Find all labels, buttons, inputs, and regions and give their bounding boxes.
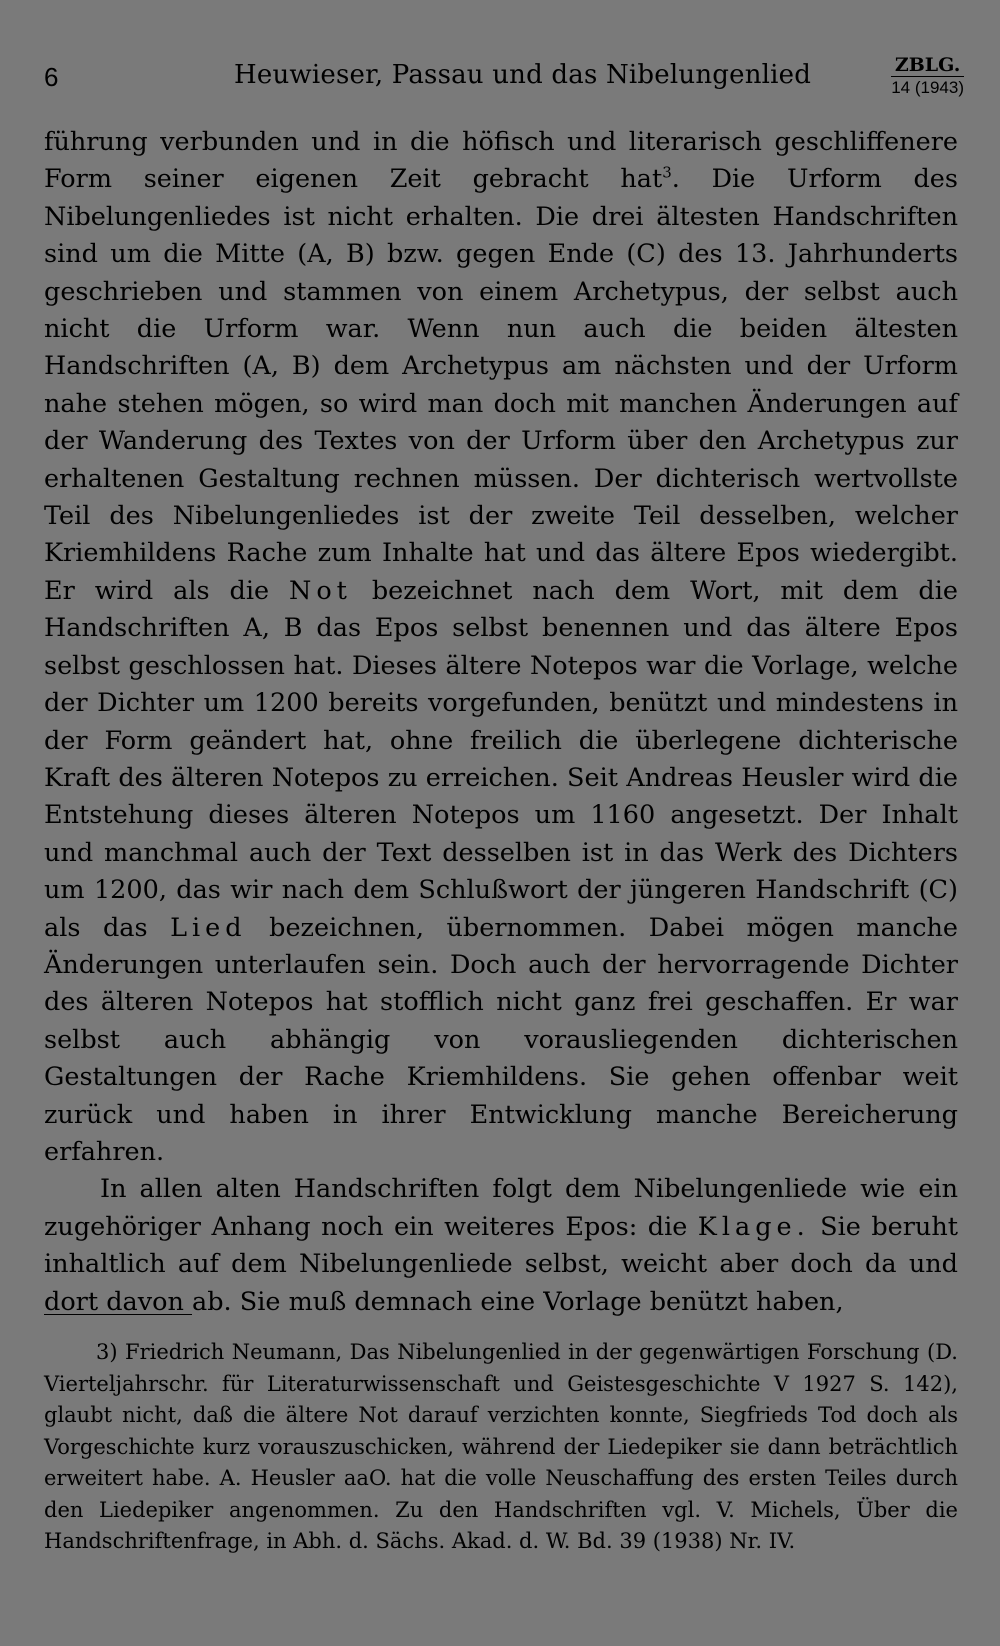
journal-volume: 14 (1943) <box>891 78 964 97</box>
journal-reference <box>891 54 964 99</box>
paragraph-text: . Die Urform des Nibelungenliedes ist nicht erhalten. Die drei ältesten Handschriften sind um die Mitte (A, B) bzw. gegen Ende (C) des 13. Jahrhunderts geschrieben und stammen von einem Archetypus, der selbst auch nicht die Urform war. Wenn nun auch die beiden ältesten Handschriften (A, B) dem Archetypus am nächsten und der Urform nahe stehen mögen, so wird man doch mit manchen Änderungen auf der Wanderung des Textes von der Urform über den Archetypus zur erhaltenen Gestaltung rechnen müssen. Der dichterisch wertvollste Teil des Nibelungenliedes ist der zweite Teil desselben, welcher Kriemhildens Rache zum Inhalte hat und das ältere Epos wiedergibt. Er wird als die <box>44 164 958 606</box>
footnote-marker: 3) <box>96 1340 118 1364</box>
running-title: Heuwieser, Passau und das Nibelungenlied <box>234 60 812 90</box>
paragraph <box>44 1171 958 1321</box>
paragraph-text: bezeichnen, übernommen. Dabei mögen manche Änderungen unterlaufen sein. Doch auch der hervorragende Dichter des älteren Notepos hat stofflich nicht ganz frei geschaffen. Er war selbst auch abhängig von vorausliegenden dichterischen Gestaltungen der Rache Kriemhildens. Sie gehen offenbar weit zurück und haben in ihrer Entwicklung manche Bereicherung erfahren. <box>44 912 958 1167</box>
journal-abbreviation: ZBLG. <box>891 54 964 77</box>
emphasized-term: Not <box>289 575 352 606</box>
paragraph-text: In allen alten Handschriften folgt dem Nibelungenliede wie ein zugehöriger Anhang noch ein weiteres Epos: die <box>44 1174 958 1242</box>
paragraph-text: bezeichnet nach dem Wort, mit dem die Handschriften A, B das Epos selbst benennen und das ältere Epos selbst geschlossen hat. Dieses ältere Notepos war die Vorlage, welche der Dichter um 1200 bereits vorgefunden, benützt und mindestens in der Form geändert hat, ohne freilich die überlegene dichterische Kraft des älteren Notepos zu erreichen. Seit Andreas Heusler wird die Entstehung dieses älteren Notepos um 1160 angesetzt. Der Inhalt und manchmal auch der Text desselben ist in das Werk des Dichters um 1200, das wir nach dem Schlußwort der jüngeren Handschrift (C) als das <box>44 575 958 943</box>
emphasized-term: Klage. <box>697 1211 810 1242</box>
emphasized-term: Lied <box>170 912 247 943</box>
paragraph-text: Sie beruht inhaltlich auf dem Nibelungenliede selbst, weicht aber doch da und dort davon ab. Sie muß demnach eine Vorlage benützt haben, <box>44 1211 959 1317</box>
footnote-reference: 3 <box>662 163 672 182</box>
paragraph-text: führung verbunden und in die höfisch und literarisch geschliffenere Form seiner eigenen Zeit gebracht hat <box>44 127 958 195</box>
footnote <box>44 1337 958 1558</box>
body-text <box>44 124 958 1321</box>
page-number: 6 <box>44 62 59 92</box>
page-header <box>44 54 964 108</box>
paragraph <box>44 124 958 1171</box>
footnote-separator <box>44 1314 192 1315</box>
footnote-text: Friedrich Neumann, Das Nibelungenlied in der gegenwärtigen Forschung (D. Vierteljahrschr. für Literaturwissenschaft und Geistesgeschichte V 1927 S. 142), glaubt nicht, daß die ältere Not darauf verzichten konnte, Siegfrieds Tod doch als Vorgeschichte kurz vorauszuschicken, während der Liedepiker sie dann beträchtlich erweitert habe. A. Heusler aaO. hat die volle Neuschaffung des ersten Teiles durch den Liedepiker angenommen. Zu den Handschriften vgl. V. Michels, Über die Handschriftenfrage, in Abh. d. Sächs. Akad. d. W. Bd. 39 (1938) Nr. IV. <box>44 1340 958 1553</box>
